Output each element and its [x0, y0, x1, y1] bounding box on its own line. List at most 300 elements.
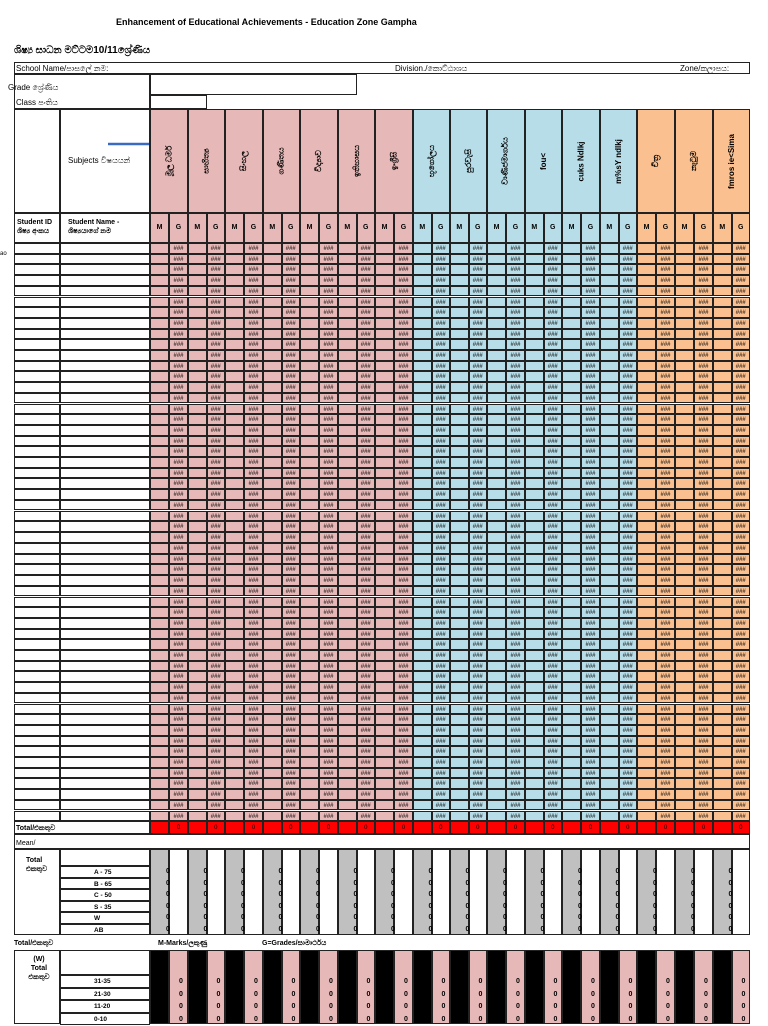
mark-cell[interactable] — [413, 511, 432, 522]
mark-cell[interactable] — [675, 478, 694, 489]
mark-cell[interactable] — [713, 489, 732, 500]
mark-cell[interactable] — [600, 650, 619, 661]
mark-cell[interactable] — [675, 639, 694, 650]
mark-cell[interactable] — [375, 489, 394, 500]
mark-cell[interactable] — [525, 564, 544, 575]
mark-cell[interactable] — [450, 597, 469, 608]
mark-cell[interactable] — [413, 468, 432, 479]
student-name-cell[interactable] — [60, 789, 150, 800]
mark-cell[interactable] — [300, 607, 319, 618]
mark-cell[interactable] — [562, 489, 581, 500]
student-name-cell[interactable] — [60, 457, 150, 468]
student-id-cell[interactable] — [14, 746, 60, 757]
mark-cell[interactable] — [675, 768, 694, 779]
mark-cell[interactable] — [637, 446, 656, 457]
mark-cell[interactable] — [600, 629, 619, 640]
mark-cell[interactable] — [450, 704, 469, 715]
mark-cell[interactable] — [225, 275, 244, 286]
mark-cell[interactable] — [450, 532, 469, 543]
mark-cell[interactable] — [300, 500, 319, 511]
mark-cell[interactable] — [300, 693, 319, 704]
mark-cell[interactable] — [637, 639, 656, 650]
mark-cell[interactable] — [150, 468, 169, 479]
mark-cell[interactable] — [562, 757, 581, 768]
mark-cell[interactable] — [300, 478, 319, 489]
mark-cell[interactable] — [225, 404, 244, 415]
mark-cell[interactable] — [263, 500, 282, 511]
mark-cell[interactable] — [562, 350, 581, 361]
mark-cell[interactable] — [188, 297, 207, 308]
mark-cell[interactable] — [562, 629, 581, 640]
student-name-cell[interactable] — [60, 286, 150, 297]
mark-cell[interactable] — [188, 682, 207, 693]
mark-cell[interactable] — [450, 768, 469, 779]
mark-cell[interactable] — [263, 800, 282, 811]
mark-cell[interactable] — [637, 714, 656, 725]
mark-cell[interactable] — [413, 532, 432, 543]
mark-cell[interactable] — [562, 682, 581, 693]
mark-cell[interactable] — [600, 575, 619, 586]
mark-cell[interactable] — [525, 682, 544, 693]
mark-cell[interactable] — [713, 446, 732, 457]
mark-cell[interactable] — [413, 639, 432, 650]
mark-cell[interactable] — [300, 297, 319, 308]
student-id-cell[interactable] — [14, 778, 60, 789]
mark-cell[interactable] — [600, 307, 619, 318]
mark-cell[interactable] — [450, 254, 469, 265]
student-id-cell[interactable] — [14, 393, 60, 404]
mark-cell[interactable] — [637, 511, 656, 522]
mark-cell[interactable] — [450, 425, 469, 436]
mark-cell[interactable] — [637, 757, 656, 768]
mark-cell[interactable] — [375, 425, 394, 436]
mark-cell[interactable] — [300, 564, 319, 575]
mark-cell[interactable] — [300, 800, 319, 811]
mark-cell[interactable] — [600, 318, 619, 329]
mark-cell[interactable] — [487, 661, 506, 672]
student-id-cell[interactable] — [14, 532, 60, 543]
mark-cell[interactable] — [150, 339, 169, 350]
mark-cell[interactable] — [338, 811, 357, 822]
mark-cell[interactable] — [338, 768, 357, 779]
mark-cell[interactable] — [637, 778, 656, 789]
mark-cell[interactable] — [338, 714, 357, 725]
mark-cell[interactable] — [637, 468, 656, 479]
student-name-cell[interactable] — [60, 404, 150, 415]
mark-cell[interactable] — [263, 275, 282, 286]
mark-cell[interactable] — [375, 468, 394, 479]
mark-cell[interactable] — [637, 297, 656, 308]
mark-cell[interactable] — [263, 725, 282, 736]
mark-cell[interactable] — [713, 318, 732, 329]
mark-cell[interactable] — [413, 275, 432, 286]
mark-cell[interactable] — [263, 521, 282, 532]
mark-cell[interactable] — [150, 564, 169, 575]
student-id-cell[interactable] — [14, 318, 60, 329]
mark-cell[interactable] — [338, 254, 357, 265]
mark-cell[interactable] — [675, 714, 694, 725]
mark-cell[interactable] — [300, 650, 319, 661]
mark-cell[interactable] — [600, 671, 619, 682]
mark-cell[interactable] — [525, 757, 544, 768]
mark-cell[interactable] — [375, 736, 394, 747]
mark-cell[interactable] — [450, 350, 469, 361]
mark-cell[interactable] — [713, 393, 732, 404]
mark-cell[interactable] — [375, 554, 394, 565]
mark-cell[interactable] — [338, 457, 357, 468]
mark-cell[interactable] — [525, 307, 544, 318]
student-name-cell[interactable] — [60, 468, 150, 479]
mark-cell[interactable] — [263, 661, 282, 672]
mark-cell[interactable] — [375, 778, 394, 789]
student-name-cell[interactable] — [60, 318, 150, 329]
student-id-cell[interactable] — [14, 254, 60, 265]
mark-cell[interactable] — [338, 778, 357, 789]
mark-cell[interactable] — [375, 297, 394, 308]
mark-cell[interactable] — [225, 768, 244, 779]
mark-cell[interactable] — [375, 511, 394, 522]
student-name-cell[interactable] — [60, 693, 150, 704]
mark-cell[interactable] — [600, 725, 619, 736]
mark-cell[interactable] — [713, 500, 732, 511]
mark-cell[interactable] — [338, 404, 357, 415]
mark-cell[interactable] — [450, 714, 469, 725]
mark-cell[interactable] — [150, 714, 169, 725]
mark-cell[interactable] — [487, 511, 506, 522]
mark-cell[interactable] — [525, 414, 544, 425]
mark-cell[interactable] — [637, 264, 656, 275]
mark-cell[interactable] — [338, 736, 357, 747]
mark-cell[interactable] — [600, 746, 619, 757]
mark-cell[interactable] — [637, 489, 656, 500]
mark-cell[interactable] — [525, 671, 544, 682]
mark-cell[interactable] — [150, 682, 169, 693]
mark-cell[interactable] — [338, 264, 357, 275]
mark-cell[interactable] — [338, 361, 357, 372]
mark-cell[interactable] — [338, 682, 357, 693]
student-id-cell[interactable] — [14, 339, 60, 350]
mark-cell[interactable] — [562, 811, 581, 822]
mark-cell[interactable] — [525, 554, 544, 565]
mark-cell[interactable] — [225, 682, 244, 693]
mark-cell[interactable] — [263, 789, 282, 800]
mark-cell[interactable] — [487, 693, 506, 704]
mark-cell[interactable] — [263, 586, 282, 597]
student-name-cell[interactable] — [60, 575, 150, 586]
mark-cell[interactable] — [413, 736, 432, 747]
mark-cell[interactable] — [525, 575, 544, 586]
mark-cell[interactable] — [487, 682, 506, 693]
mark-cell[interactable] — [225, 597, 244, 608]
mark-cell[interactable] — [188, 414, 207, 425]
mark-cell[interactable] — [413, 393, 432, 404]
mark-cell[interactable] — [487, 554, 506, 565]
mark-cell[interactable] — [300, 811, 319, 822]
mark-cell[interactable] — [450, 629, 469, 640]
student-name-cell[interactable] — [60, 811, 150, 822]
mark-cell[interactable] — [263, 264, 282, 275]
mark-cell[interactable] — [525, 800, 544, 811]
mark-cell[interactable] — [562, 361, 581, 372]
mark-cell[interactable] — [413, 436, 432, 447]
mark-cell[interactable] — [338, 554, 357, 565]
mark-cell[interactable] — [637, 800, 656, 811]
student-id-cell[interactable] — [14, 361, 60, 372]
mark-cell[interactable] — [675, 671, 694, 682]
mark-cell[interactable] — [300, 425, 319, 436]
mark-cell[interactable] — [338, 543, 357, 554]
mark-cell[interactable] — [263, 446, 282, 457]
mark-cell[interactable] — [188, 597, 207, 608]
student-id-cell[interactable] — [14, 414, 60, 425]
mark-cell[interactable] — [375, 393, 394, 404]
mark-cell[interactable] — [562, 425, 581, 436]
mark-cell[interactable] — [188, 382, 207, 393]
mark-cell[interactable] — [675, 800, 694, 811]
mark-cell[interactable] — [188, 329, 207, 340]
mark-cell[interactable] — [188, 339, 207, 350]
mark-cell[interactable] — [600, 500, 619, 511]
student-id-cell[interactable] — [14, 554, 60, 565]
mark-cell[interactable] — [450, 371, 469, 382]
mark-cell[interactable] — [713, 297, 732, 308]
mark-cell[interactable] — [600, 564, 619, 575]
mark-cell[interactable] — [562, 318, 581, 329]
mark-cell[interactable] — [713, 618, 732, 629]
mark-cell[interactable] — [562, 671, 581, 682]
mark-cell[interactable] — [263, 714, 282, 725]
mark-cell[interactable] — [413, 307, 432, 318]
mark-cell[interactable] — [713, 746, 732, 757]
mark-cell[interactable] — [675, 661, 694, 672]
mark-cell[interactable] — [188, 746, 207, 757]
mark-cell[interactable] — [338, 704, 357, 715]
mark-cell[interactable] — [300, 254, 319, 265]
mark-cell[interactable] — [562, 607, 581, 618]
mark-cell[interactable] — [263, 704, 282, 715]
student-id-cell[interactable] — [14, 329, 60, 340]
mark-cell[interactable] — [375, 704, 394, 715]
mark-cell[interactable] — [188, 704, 207, 715]
mark-cell[interactable] — [338, 521, 357, 532]
mark-cell[interactable] — [263, 811, 282, 822]
mark-cell[interactable] — [562, 575, 581, 586]
mark-cell[interactable] — [338, 746, 357, 757]
mark-cell[interactable] — [675, 629, 694, 640]
mark-cell[interactable] — [150, 575, 169, 586]
mark-cell[interactable] — [300, 521, 319, 532]
mark-cell[interactable] — [150, 532, 169, 543]
mark-cell[interactable] — [300, 532, 319, 543]
student-name-cell[interactable] — [60, 350, 150, 361]
mark-cell[interactable] — [525, 661, 544, 672]
mark-cell[interactable] — [713, 243, 732, 254]
mark-cell[interactable] — [225, 629, 244, 640]
student-id-cell[interactable] — [14, 297, 60, 308]
student-name-cell[interactable] — [60, 543, 150, 554]
mark-cell[interactable] — [487, 457, 506, 468]
mark-cell[interactable] — [675, 650, 694, 661]
mark-cell[interactable] — [263, 597, 282, 608]
mark-cell[interactable] — [375, 800, 394, 811]
mark-cell[interactable] — [525, 436, 544, 447]
mark-cell[interactable] — [225, 736, 244, 747]
mark-cell[interactable] — [562, 478, 581, 489]
mark-cell[interactable] — [188, 307, 207, 318]
mark-cell[interactable] — [338, 446, 357, 457]
mark-cell[interactable] — [675, 693, 694, 704]
mark-cell[interactable] — [375, 597, 394, 608]
mark-cell[interactable] — [487, 725, 506, 736]
mark-cell[interactable] — [525, 725, 544, 736]
mark-cell[interactable] — [375, 618, 394, 629]
mark-cell[interactable] — [562, 618, 581, 629]
mark-cell[interactable] — [675, 736, 694, 747]
student-id-cell[interactable] — [14, 768, 60, 779]
mark-cell[interactable] — [300, 511, 319, 522]
mark-cell[interactable] — [263, 607, 282, 618]
mark-cell[interactable] — [413, 425, 432, 436]
mark-cell[interactable] — [225, 543, 244, 554]
mark-cell[interactable] — [675, 757, 694, 768]
mark-cell[interactable] — [413, 714, 432, 725]
mark-cell[interactable] — [675, 511, 694, 522]
mark-cell[interactable] — [150, 436, 169, 447]
student-name-cell[interactable] — [60, 275, 150, 286]
mark-cell[interactable] — [675, 382, 694, 393]
mark-cell[interactable] — [150, 404, 169, 415]
mark-cell[interactable] — [600, 714, 619, 725]
mark-cell[interactable] — [225, 382, 244, 393]
mark-cell[interactable] — [300, 682, 319, 693]
mark-cell[interactable] — [562, 382, 581, 393]
mark-cell[interactable] — [150, 500, 169, 511]
mark-cell[interactable] — [150, 789, 169, 800]
student-name-cell[interactable] — [60, 586, 150, 597]
mark-cell[interactable] — [375, 564, 394, 575]
mark-cell[interactable] — [713, 768, 732, 779]
mark-cell[interactable] — [600, 736, 619, 747]
mark-cell[interactable] — [450, 725, 469, 736]
mark-cell[interactable] — [562, 639, 581, 650]
mark-cell[interactable] — [375, 768, 394, 779]
mark-cell[interactable] — [600, 382, 619, 393]
mark-cell[interactable] — [562, 414, 581, 425]
mark-cell[interactable] — [150, 543, 169, 554]
mark-cell[interactable] — [150, 264, 169, 275]
mark-cell[interactable] — [637, 736, 656, 747]
mark-cell[interactable] — [487, 736, 506, 747]
mark-cell[interactable] — [300, 489, 319, 500]
mark-cell[interactable] — [338, 757, 357, 768]
mark-cell[interactable] — [600, 425, 619, 436]
student-id-cell[interactable] — [14, 436, 60, 447]
mark-cell[interactable] — [450, 243, 469, 254]
mark-cell[interactable] — [225, 371, 244, 382]
mark-cell[interactable] — [450, 618, 469, 629]
mark-cell[interactable] — [150, 361, 169, 372]
mark-cell[interactable] — [713, 532, 732, 543]
mark-cell[interactable] — [263, 382, 282, 393]
mark-cell[interactable] — [263, 254, 282, 265]
mark-cell[interactable] — [600, 350, 619, 361]
mark-cell[interactable] — [450, 564, 469, 575]
mark-cell[interactable] — [600, 811, 619, 822]
mark-cell[interactable] — [300, 414, 319, 425]
mark-cell[interactable] — [487, 478, 506, 489]
mark-cell[interactable] — [150, 425, 169, 436]
student-name-cell[interactable] — [60, 371, 150, 382]
mark-cell[interactable] — [525, 650, 544, 661]
mark-cell[interactable] — [188, 478, 207, 489]
mark-cell[interactable] — [525, 768, 544, 779]
mark-cell[interactable] — [375, 629, 394, 640]
mark-cell[interactable] — [188, 575, 207, 586]
mark-cell[interactable] — [338, 382, 357, 393]
mark-cell[interactable] — [562, 393, 581, 404]
mark-cell[interactable] — [150, 629, 169, 640]
mark-cell[interactable] — [375, 404, 394, 415]
mark-cell[interactable] — [487, 286, 506, 297]
mark-cell[interactable] — [487, 329, 506, 340]
mark-cell[interactable] — [150, 736, 169, 747]
mark-cell[interactable] — [150, 329, 169, 340]
mark-cell[interactable] — [263, 457, 282, 468]
mark-cell[interactable] — [600, 586, 619, 597]
mark-cell[interactable] — [225, 811, 244, 822]
mark-cell[interactable] — [375, 682, 394, 693]
mark-cell[interactable] — [450, 682, 469, 693]
mark-cell[interactable] — [525, 586, 544, 597]
student-id-cell[interactable] — [14, 446, 60, 457]
class-field[interactable] — [150, 95, 207, 109]
mark-cell[interactable] — [450, 736, 469, 747]
mark-cell[interactable] — [637, 307, 656, 318]
mark-cell[interactable] — [263, 639, 282, 650]
mark-cell[interactable] — [150, 393, 169, 404]
mark-cell[interactable] — [263, 650, 282, 661]
mark-cell[interactable] — [562, 446, 581, 457]
mark-cell[interactable] — [600, 597, 619, 608]
mark-cell[interactable] — [637, 361, 656, 372]
mark-cell[interactable] — [300, 307, 319, 318]
mark-cell[interactable] — [413, 693, 432, 704]
mark-cell[interactable] — [525, 371, 544, 382]
mark-cell[interactable] — [487, 532, 506, 543]
mark-cell[interactable] — [150, 478, 169, 489]
mark-cell[interactable] — [487, 768, 506, 779]
mark-cell[interactable] — [225, 554, 244, 565]
mark-cell[interactable] — [413, 778, 432, 789]
mark-cell[interactable] — [263, 671, 282, 682]
student-name-cell[interactable] — [60, 511, 150, 522]
mark-cell[interactable] — [338, 243, 357, 254]
mark-cell[interactable] — [263, 286, 282, 297]
mark-cell[interactable] — [188, 489, 207, 500]
mark-cell[interactable] — [413, 746, 432, 757]
mark-cell[interactable] — [637, 597, 656, 608]
mark-cell[interactable] — [300, 554, 319, 565]
mark-cell[interactable] — [300, 339, 319, 350]
mark-cell[interactable] — [150, 521, 169, 532]
student-id-cell[interactable] — [14, 736, 60, 747]
mark-cell[interactable] — [188, 586, 207, 597]
mark-cell[interactable] — [450, 511, 469, 522]
mark-cell[interactable] — [338, 371, 357, 382]
mark-cell[interactable] — [188, 275, 207, 286]
mark-cell[interactable] — [487, 650, 506, 661]
mark-cell[interactable] — [525, 361, 544, 372]
